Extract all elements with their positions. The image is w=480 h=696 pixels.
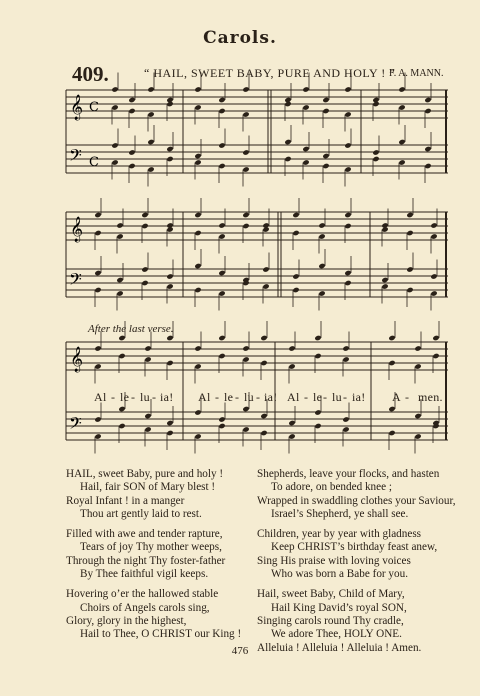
note-head <box>424 108 431 114</box>
verse-line: Thou art gently laid to rest. <box>80 507 202 520</box>
note-head <box>111 142 118 148</box>
note-head <box>344 223 351 229</box>
verse-line: Hovering o’er the hallowed stable <box>66 588 219 601</box>
bass-staff <box>66 145 448 173</box>
note-head <box>94 363 101 369</box>
lyric-syllable: lu <box>244 390 254 404</box>
lyric-syllable: lu <box>332 390 342 404</box>
note-head <box>322 97 329 103</box>
note-head <box>141 223 148 229</box>
note-head <box>147 86 154 92</box>
treble-clef-icon: 𝄞 <box>70 347 84 372</box>
note-head <box>284 101 291 107</box>
lyric-syllable: - <box>131 390 136 404</box>
note-head <box>318 263 325 269</box>
treble-clef-icon: 𝄞 <box>70 217 84 242</box>
verse-line: Royal Infant ! in a manger <box>66 494 185 507</box>
verse-line: Hail, sweet Baby, Child of Mary, <box>257 588 405 601</box>
verse-line: Wrapped in swaddling clothes your Saviour, <box>257 494 456 507</box>
composer-credit: F. A. MANN. <box>389 68 444 79</box>
note-head <box>302 86 309 92</box>
note-head <box>166 226 173 232</box>
verse-line: Keep CHRIST’s birthday feast anew, <box>271 541 438 554</box>
note-head <box>284 156 291 162</box>
note-head <box>194 86 201 92</box>
note-head <box>242 149 249 155</box>
lyric-syllable: le <box>120 390 130 404</box>
note-head <box>147 111 154 117</box>
note-head <box>111 104 118 110</box>
note-head <box>242 345 249 351</box>
lyric-syllable: le <box>224 390 234 404</box>
note-head <box>322 163 329 169</box>
note-head <box>344 280 351 286</box>
note-head <box>194 363 201 369</box>
note-head <box>116 290 123 296</box>
note-head <box>116 277 123 283</box>
note-head <box>406 212 413 218</box>
note-head <box>166 283 173 289</box>
lyric-syllable: men. <box>418 390 443 404</box>
note-head <box>166 156 173 162</box>
note-head <box>430 233 437 239</box>
verse-line: Children, year by year with gladness <box>257 528 422 541</box>
lyric-syllable: Al <box>287 390 300 404</box>
note-head <box>94 433 101 439</box>
note-head <box>381 283 388 289</box>
lyric-syllable: le <box>313 390 323 404</box>
note-head <box>144 413 151 419</box>
note-head <box>118 423 125 429</box>
lyric-syllable: - <box>405 390 410 404</box>
note-head <box>194 287 201 293</box>
note-head <box>260 413 267 419</box>
note-head <box>372 101 379 107</box>
note-head <box>388 406 395 412</box>
lyric-syllable: - <box>343 390 348 404</box>
note-head <box>344 166 351 172</box>
note-head <box>372 156 379 162</box>
note-head <box>288 433 295 439</box>
note-head <box>242 223 249 229</box>
note-head <box>288 363 295 369</box>
hymn-title: “ HAIL, SWEET BABY, PURE AND HOLY ! ” <box>144 66 396 80</box>
note-head <box>218 270 225 276</box>
note-head <box>118 335 125 341</box>
note-head <box>314 409 321 415</box>
staff-system-3 <box>66 321 448 454</box>
note-head <box>318 222 325 228</box>
note-head <box>141 212 148 218</box>
note-head <box>218 142 225 148</box>
note-head <box>144 426 151 432</box>
note-head <box>94 416 101 422</box>
note-head <box>218 163 225 169</box>
verse-stanza <box>257 468 456 521</box>
note-head <box>262 226 269 232</box>
note-head <box>292 230 299 236</box>
note-head <box>398 104 405 110</box>
note-head <box>128 108 135 114</box>
verse-line: Choirs of Angels carols sing, <box>80 601 210 614</box>
section-title: Carols. <box>203 28 277 48</box>
note-head <box>144 356 151 362</box>
verse-line: Sing His praise with loving voices <box>257 554 411 567</box>
verse-stanza <box>66 468 241 521</box>
note-head <box>94 287 101 293</box>
lyric-syllable: ia! <box>352 390 366 404</box>
page-number: 476 <box>231 645 249 657</box>
lyric-syllable: - <box>111 390 116 404</box>
verse-line: Hail King David’s royal SON, <box>271 601 407 614</box>
note-head <box>194 159 201 165</box>
note-head <box>218 222 225 228</box>
note-head <box>194 104 201 110</box>
note-head <box>116 222 123 228</box>
note-head <box>302 104 309 110</box>
note-head <box>260 430 267 436</box>
note-head <box>144 345 151 351</box>
note-head <box>414 433 421 439</box>
note-head <box>432 335 439 341</box>
note-head <box>430 222 437 228</box>
note-head <box>318 233 325 239</box>
note-head <box>284 139 291 145</box>
note-head <box>344 142 351 148</box>
note-head <box>344 111 351 117</box>
note-head <box>166 273 173 279</box>
note-head <box>194 263 201 269</box>
staff-system-2 <box>66 198 448 311</box>
note-head <box>194 433 201 439</box>
note-head <box>342 345 349 351</box>
note-head <box>388 335 395 341</box>
note-head <box>262 283 269 289</box>
note-head <box>260 335 267 341</box>
note-head <box>292 273 299 279</box>
verse-line: Alleluia ! Alleluia ! Alleluia ! Amen. <box>257 641 422 654</box>
staff-system-1 <box>66 73 448 187</box>
lyric-syllable: Al <box>94 390 107 404</box>
bass-clef-icon: 𝄢 <box>69 269 82 293</box>
note-head <box>302 146 309 152</box>
hymn-number: 409. <box>72 62 109 86</box>
verse-line: To adore, on bended knee ; <box>271 481 392 494</box>
note-head <box>388 360 395 366</box>
note-head <box>194 345 201 351</box>
performance-direction: After the last verse. <box>88 323 174 335</box>
note-head <box>314 423 321 429</box>
note-head <box>414 345 421 351</box>
bass-clef-icon: 𝄢 <box>69 145 82 169</box>
lyric-syllable: - <box>215 390 220 404</box>
note-head <box>94 345 101 351</box>
note-head <box>318 290 325 296</box>
note-head <box>381 277 388 283</box>
lyric-syllable: Al <box>198 390 211 404</box>
lyric-syllable: A <box>392 390 401 404</box>
note-head <box>398 139 405 145</box>
note-head <box>194 153 201 159</box>
note-head <box>242 86 249 92</box>
note-head <box>194 230 201 236</box>
note-head <box>166 335 173 341</box>
bass-clef-icon: 𝄢 <box>69 413 82 437</box>
note-head <box>194 212 201 218</box>
note-head <box>242 111 249 117</box>
note-head <box>242 166 249 172</box>
note-head <box>424 146 431 152</box>
note-head <box>218 416 225 422</box>
lyric-syllable: ia! <box>264 390 278 404</box>
note-head <box>406 287 413 293</box>
verse-line: We adore Thee, HOLY ONE. <box>271 628 402 641</box>
note-head <box>424 163 431 169</box>
note-head <box>242 212 249 218</box>
note-head <box>218 108 225 114</box>
verse-line: Hail, fair SON of Mary blest ! <box>80 481 216 494</box>
lyric-syllable: - <box>323 390 328 404</box>
note-head <box>118 353 125 359</box>
note-head <box>322 153 329 159</box>
note-head <box>288 345 295 351</box>
note-head <box>372 149 379 155</box>
note-head <box>166 420 173 426</box>
note-head <box>314 335 321 341</box>
note-head <box>242 356 249 362</box>
note-head <box>414 413 421 419</box>
lyric-syllable: lu <box>140 390 150 404</box>
treble-clef-icon: 𝄞 <box>70 95 84 120</box>
verse-stanza <box>66 588 241 641</box>
note-head <box>344 212 351 218</box>
note-head <box>141 280 148 286</box>
note-head <box>128 149 135 155</box>
verse-line: By Thee faithful vigil keeps. <box>80 568 209 581</box>
lyric-syllable: - <box>235 390 240 404</box>
verse-line: Who was born a Babe for you. <box>271 568 409 581</box>
note-head <box>166 430 173 436</box>
note-head <box>398 86 405 92</box>
note-head <box>292 212 299 218</box>
note-head <box>111 159 118 165</box>
verse-line: Glory, glory in the highest, <box>66 614 187 627</box>
verse-line: Hail to Thee, O CHRIST our King ! <box>80 628 242 641</box>
verse-line: Filled with awe and tender rapture, <box>66 528 223 541</box>
note-head <box>381 226 388 232</box>
note-head <box>166 101 173 107</box>
verse-line: Tears of joy Thy mother weeps, <box>80 541 222 554</box>
treble-staff <box>66 90 448 118</box>
note-head <box>430 290 437 296</box>
note-head <box>147 166 154 172</box>
note-head <box>218 290 225 296</box>
note-head <box>342 426 349 432</box>
note-head <box>218 233 225 239</box>
verse-line: Israel’s Shepherd, ye shall see. <box>271 507 409 520</box>
note-head <box>344 270 351 276</box>
verse-stanza <box>66 528 241 581</box>
note-head <box>430 273 437 279</box>
note-head <box>342 416 349 422</box>
note-head <box>414 363 421 369</box>
note-head <box>342 356 349 362</box>
note-head <box>118 406 125 412</box>
note-head <box>302 159 309 165</box>
note-head <box>147 139 154 145</box>
verse-stanza <box>257 528 456 581</box>
note-head <box>94 230 101 236</box>
note-head <box>94 212 101 218</box>
note-head <box>292 287 299 293</box>
note-head <box>166 146 173 152</box>
note-head <box>424 97 431 103</box>
note-head <box>218 423 225 429</box>
note-head <box>406 230 413 236</box>
note-head <box>398 159 405 165</box>
verse-line: Through the night Thy foster-father <box>66 554 226 567</box>
lyric-syllable: ia! <box>160 390 174 404</box>
lyric-syllable: - <box>304 390 309 404</box>
time-signature-icon: C <box>89 100 99 115</box>
note-head <box>218 335 225 341</box>
lyric-syllable: - <box>256 390 261 404</box>
note-head <box>288 420 295 426</box>
time-signature-icon: C <box>89 155 99 170</box>
note-head <box>111 86 118 92</box>
note-head <box>260 360 267 366</box>
note-head <box>218 97 225 103</box>
verse-line: Shepherds, leave your flocks, and hasten <box>257 468 440 480</box>
note-head <box>242 406 249 412</box>
note-head <box>194 409 201 415</box>
verse-line: HAIL, sweet Baby, pure and holy ! <box>66 468 224 480</box>
note-head <box>116 233 123 239</box>
note-head <box>128 163 135 169</box>
note-head <box>344 86 351 92</box>
note-head <box>322 108 329 114</box>
note-head <box>388 430 395 436</box>
note-head <box>94 270 101 276</box>
verses-left-column <box>66 468 241 649</box>
note-head <box>406 266 413 272</box>
note-head <box>128 97 135 103</box>
verses-right-column <box>257 468 456 662</box>
note-head <box>432 353 439 359</box>
note-head <box>141 266 148 272</box>
note-head <box>314 353 321 359</box>
lyric-syllable: - <box>152 390 157 404</box>
note-head <box>262 266 269 272</box>
note-head <box>242 426 249 432</box>
note-head <box>218 353 225 359</box>
note-head <box>166 360 173 366</box>
verse-line: Singing carols round Thy cradle, <box>257 614 404 627</box>
